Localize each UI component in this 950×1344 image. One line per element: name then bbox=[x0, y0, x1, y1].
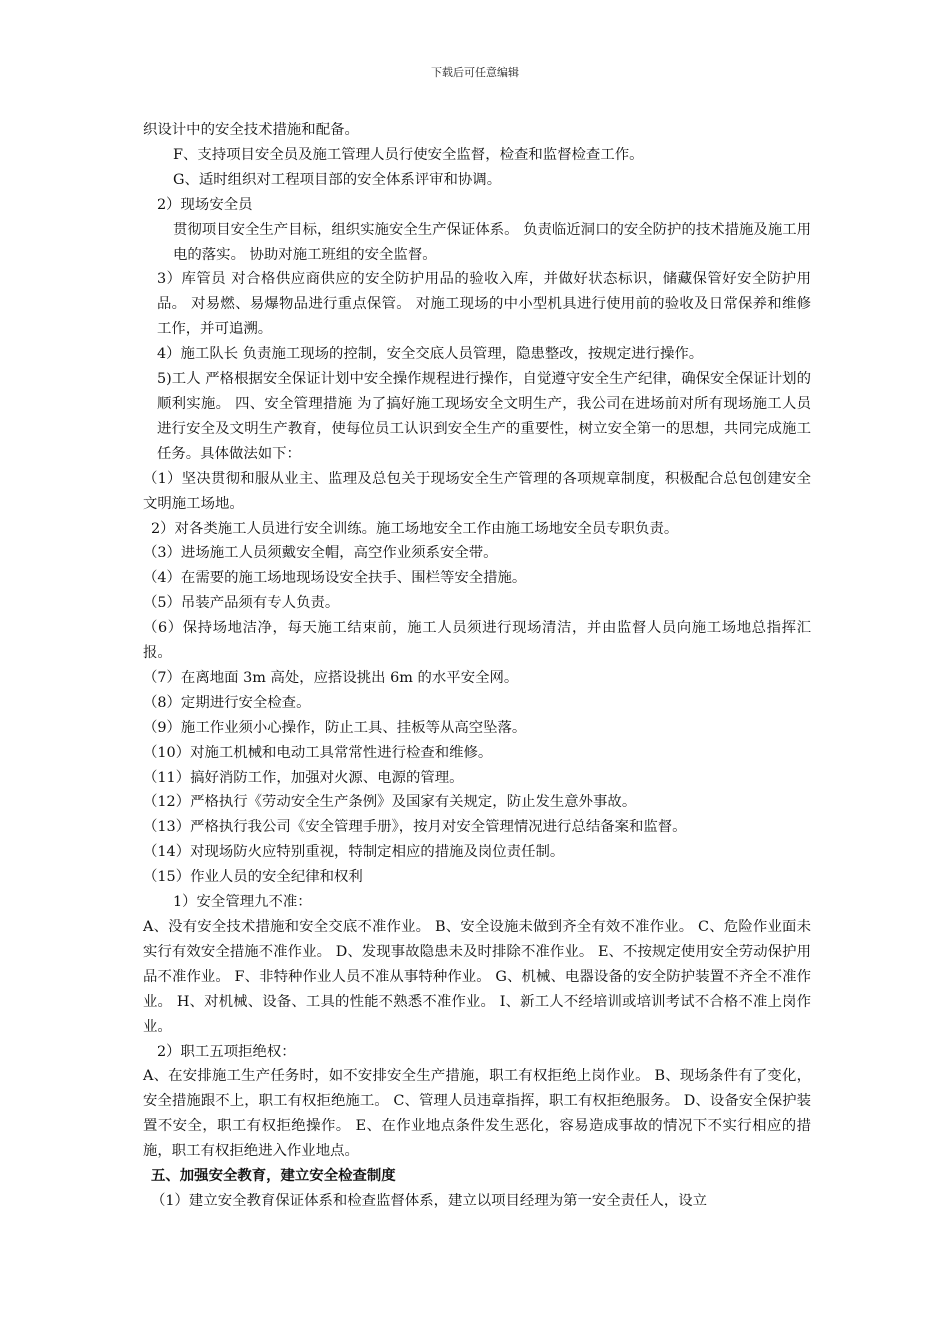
paragraph: 3）库管员 对合格供应商供应的安全防护用品的验收入库，并做好状态标识，储藏保管好安全防护用品。 对易燃、易爆物品进行重点保管。 对施工现场的中小型机具进行使用前的验收及日常保养和维修工作，并可追溯。 bbox=[157, 271, 811, 338]
paragraph: G、适时组织对工程项目部的安全体系评审和协调。 bbox=[173, 171, 502, 188]
document-body bbox=[143, 118, 811, 1214]
paragraph: （10）对施工机械和电动工具常常性进行检查和维修。 bbox=[143, 744, 493, 761]
paragraph: 织设计中的安全技术措施和配备。 bbox=[143, 122, 359, 138]
paragraph: （1）坚决贯彻和服从业主、监理及总包关于现场安全生产管理的各项规章制度，积极配合总包创建安全文明施工场地。 bbox=[143, 470, 811, 512]
paragraph: （11）搞好消防工作，加强对火源、电源的管理。 bbox=[143, 769, 464, 786]
page-header: 下载后可任意编辑 bbox=[431, 66, 519, 79]
paragraph: 2）职工五项拒绝权： bbox=[157, 1043, 296, 1060]
paragraph: （12）严格执行《劳动安全生产条例》及国家有关规定，防止发生意外事故。 bbox=[143, 794, 637, 811]
paragraph: A、在安排施工生产任务时，如不安排安全生产措施，职工有权拒绝上岗作业。 B、现场条件有了变化，安全措施跟不上，职工有权拒绝施工。 C、管理人员违章指挥，职工有权拒绝服务。 D、设备安全保护装置不安全，职工有权拒绝操作。 E、在作业地点条件发生恶化，容易造成事故的情况下不实行相应的措施，职工有权拒绝进入作业地点。 bbox=[143, 1068, 811, 1160]
paragraph: 贯彻项目安全生产目标，组织实施安全生产保证体系。 负责临近洞口的安全防护的技术措施及施工用电的落实。 协助对施工班组的安全监督。 bbox=[173, 221, 811, 263]
paragraph: （9）施工作业须小心操作，防止工具、挂板等从高空坠落。 bbox=[143, 719, 527, 736]
paragraph: 五、加强安全教育，建立安全检查制度 bbox=[151, 1167, 396, 1185]
paragraph: 1）安全管理九不准： bbox=[173, 894, 312, 911]
paragraph: （15）作业人员的安全纪律和权利 bbox=[143, 869, 363, 886]
paragraph: （7）在离地面 3m 高处，应搭设挑出 6m 的水平安全网。 bbox=[143, 669, 519, 686]
paragraph: 2）对各类施工人员进行安全训练。施工场地安全工作由施工场地安全员专职负责。 bbox=[151, 520, 679, 537]
paragraph: （1）建立安全教育保证体系和检查监督体系，建立以项目经理为第一安全责任人，设立 bbox=[151, 1192, 708, 1209]
paragraph: （3）进场施工人员须戴安全帽，高空作业须系安全带。 bbox=[143, 545, 498, 562]
paragraph: （13）严格执行我公司《安全管理手册》，按月对安全管理情况进行总结备案和监督。 bbox=[143, 819, 687, 836]
paragraph: （14）对现场防火应特别重视，特制定相应的措施及岗位责任制。 bbox=[143, 844, 565, 861]
paragraph: F、支持项目安全员及施工管理人员行使安全监督，检查和监督检查工作。 bbox=[173, 146, 644, 163]
paragraph: （5）吊装产品须有专人负责。 bbox=[143, 595, 340, 612]
paragraph: 4）施工队长 负责施工现场的控制，安全交底人员管理，隐患整改，按规定进行操作。 bbox=[157, 346, 704, 363]
paragraph: （8）定期进行安全检查。 bbox=[143, 694, 311, 711]
paragraph: A、没有安全技术措施和安全交底不准作业。 B、安全设施未做到齐全有效不准作业。 C、危险作业面未实行有效安全措施不准作业。 D、发现事故隐患未及时排除不准作业。 E、不按规定使用安全劳动保护用品不准作业。 F、非特种作业人员不准从事特种作业。 G、机械、电器设备的安全防护装置不齐全不准作业。 H、对机械、设备、工具的性能不熟悉不准作业。 I、新工人不经培训或培训考试不合格不准上岗作业。 bbox=[143, 919, 811, 1035]
paragraph: （6）保持场地洁净，每天施工结束前，施工人员须进行现场清洁，并由监督人员向施工场地总指挥汇报。 bbox=[143, 620, 811, 662]
paragraph: 2）现场安全员 bbox=[157, 196, 253, 213]
paragraph: （4）在需要的施工场地现场设安全扶手、围栏等安全措施。 bbox=[143, 570, 527, 587]
paragraph: 5)工人 严格根据安全保证计划中安全操作规程进行操作，自觉遵守安全生产纪律，确保安全保证计划的顺利实施。 四、安全管理措施 为了搞好施工现场安全文明生产，我公司在进场前对所有现场施工人员进行安全及文明生产教育，使每位员工认识到安全生产的重要性，树立安全第一的思想，共同完成施工任务。具体做法如下： bbox=[157, 371, 811, 462]
